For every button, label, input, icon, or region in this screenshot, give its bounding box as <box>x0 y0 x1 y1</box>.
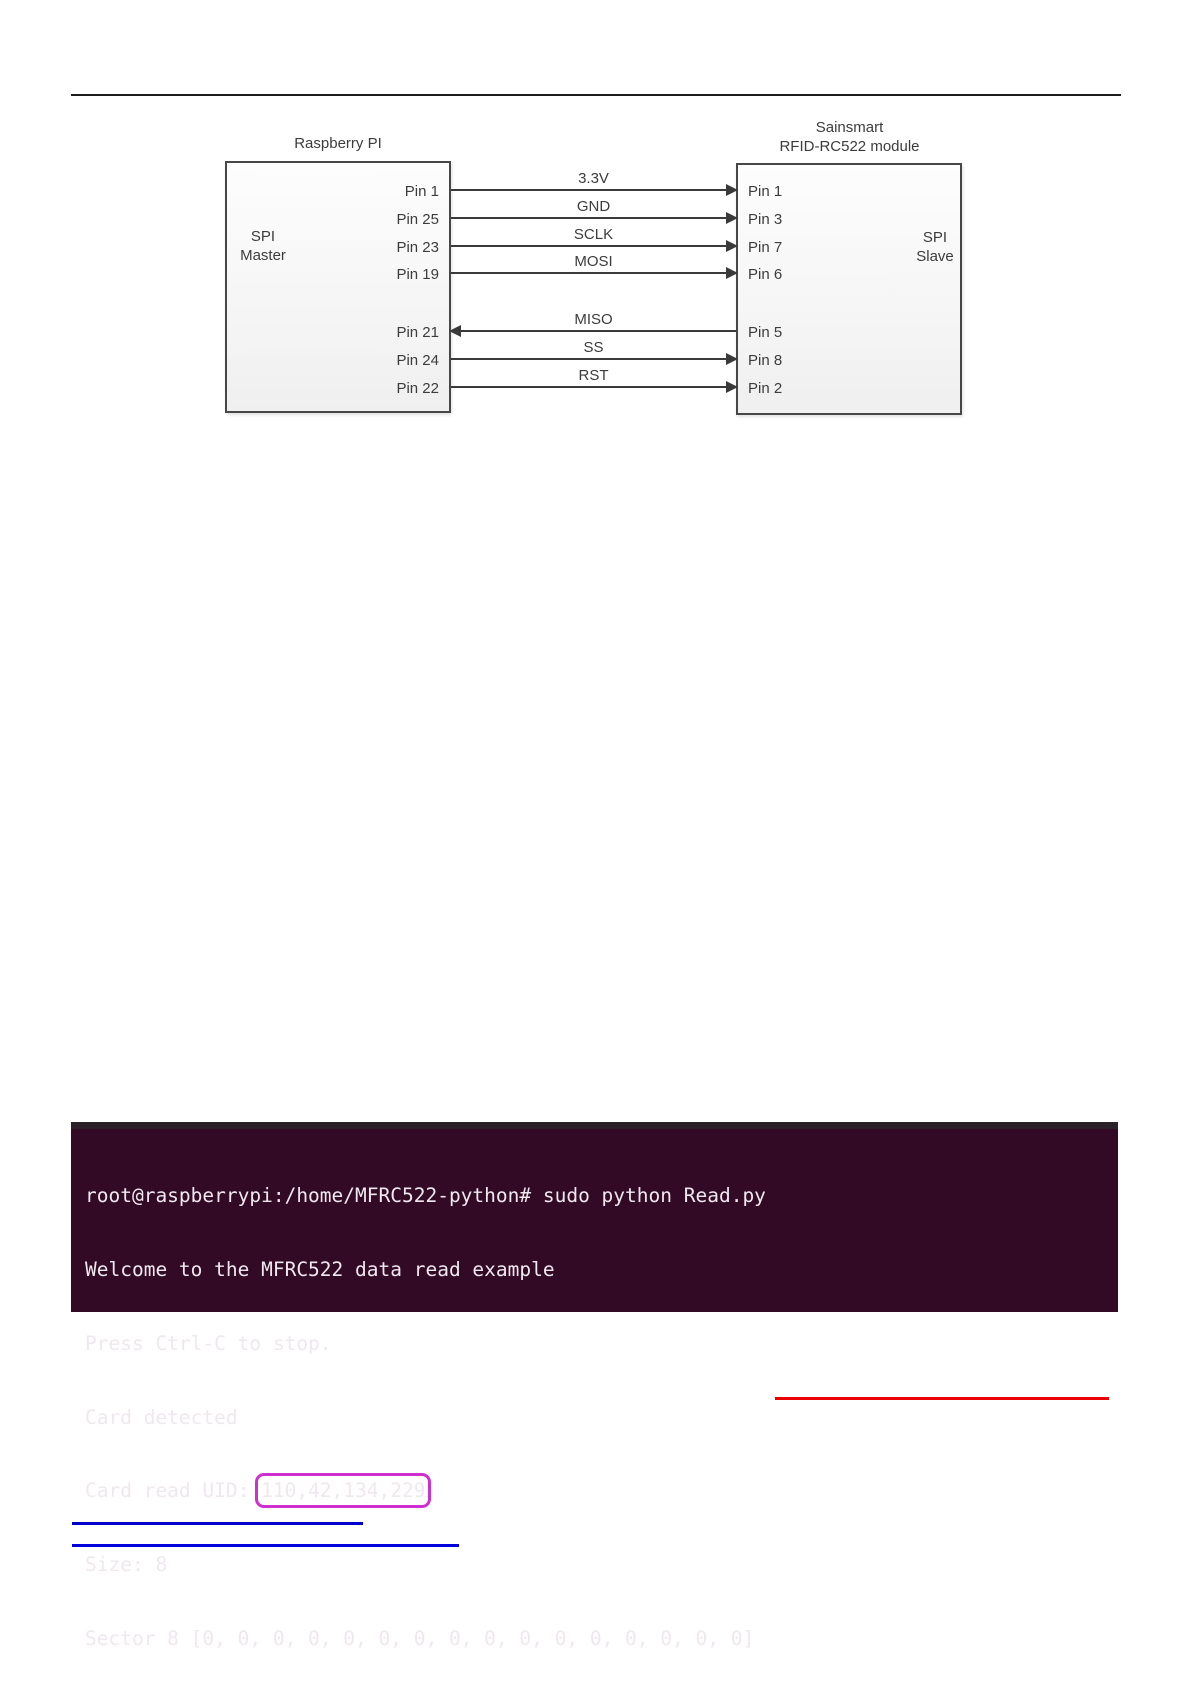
wire-sclk <box>451 245 736 247</box>
spi-master-label <box>227 227 299 265</box>
hyperlink-underline-2[interactable] <box>72 1544 459 1547</box>
wire-mosi <box>451 272 736 274</box>
wire-label-miso: MISO <box>574 311 613 328</box>
rpi-pin-label: Pin 24 <box>396 352 439 369</box>
wire-ss <box>451 358 736 360</box>
raspberry-pi-box <box>225 161 451 413</box>
hyperlink-underline-1[interactable] <box>72 1522 363 1525</box>
uid-value-highlight: 110,42,134,229 <box>261 1479 426 1503</box>
uid-prefix: Card read UID: <box>85 1479 262 1503</box>
terminal-titlebar <box>71 1122 1118 1129</box>
wire-label-3v3: 3.3V <box>578 170 609 187</box>
terminal-line-welcome: Welcome to the MFRC522 data read example <box>85 1257 555 1281</box>
right-device-title-line1: Sainsmart <box>815 119 884 136</box>
rpi-pin-label: Pin 23 <box>396 239 439 256</box>
spi-master-line1: SPI <box>250 228 276 245</box>
rfid-rc522-box <box>736 163 962 415</box>
wire-label-rst: RST <box>578 367 609 384</box>
rc522-pin-label: Pin 3 <box>748 211 783 228</box>
spi-master-line2: Master <box>240 247 286 264</box>
wire-rst <box>451 386 736 388</box>
rc522-pin-label: Pin 5 <box>748 324 783 341</box>
spi-slave-label <box>899 228 971 266</box>
terminal-line-detected: Card detected <box>85 1405 238 1429</box>
rpi-pin-label: Pin 21 <box>396 324 439 341</box>
terminal-line-command: root@raspberrypi:/home/MFRC522-python# sudo python Read.py <box>85 1184 766 1208</box>
rpi-pin-label: Pin 1 <box>404 183 439 200</box>
wire-3v3 <box>451 189 736 191</box>
rc522-pin-label: Pin 2 <box>748 380 783 397</box>
terminal-line-ctrlc: Press Ctrl-C to stop. <box>85 1331 332 1355</box>
spi-wiring-diagram <box>0 0 1191 470</box>
terminal-line-uid <box>85 1479 1118 1504</box>
rc522-pin-label: Pin 1 <box>748 183 783 200</box>
right-device-title-line2: RFID-RC522 module <box>779 138 920 155</box>
rpi-pin-label: Pin 19 <box>396 266 439 283</box>
terminal-window <box>71 1122 1118 1650</box>
spi-slave-line2: Slave <box>916 248 954 265</box>
wire-label-gnd: GND <box>576 198 611 215</box>
rc522-pin-label: Pin 6 <box>748 266 783 283</box>
rpi-pin-label: Pin 22 <box>396 380 439 397</box>
terminal-line-size: Size: 8 <box>85 1553 168 1577</box>
wire-miso <box>451 330 736 332</box>
rpi-pin-label: Pin 25 <box>396 211 439 228</box>
wire-label-sclk: SCLK <box>573 226 614 243</box>
right-device-title <box>736 118 963 156</box>
wire-gnd <box>451 217 736 219</box>
spi-slave-line1: SPI <box>922 229 948 246</box>
wire-label-mosi: MOSI <box>574 253 613 270</box>
rc522-pin-label: Pin 8 <box>748 352 783 369</box>
terminal-line-sector: Sector 8 [0, 0, 0, 0, 0, 0, 0, 0, 0, 0, 0, 0, 0, 0, 0, 0] <box>85 1626 755 1650</box>
left-device-title: Raspberry PI <box>294 135 382 152</box>
terminal-output <box>71 1129 1118 1650</box>
red-annotation-line <box>775 1397 1109 1400</box>
rc522-pin-label: Pin 7 <box>748 239 783 256</box>
wire-label-ss: SS <box>583 339 604 356</box>
